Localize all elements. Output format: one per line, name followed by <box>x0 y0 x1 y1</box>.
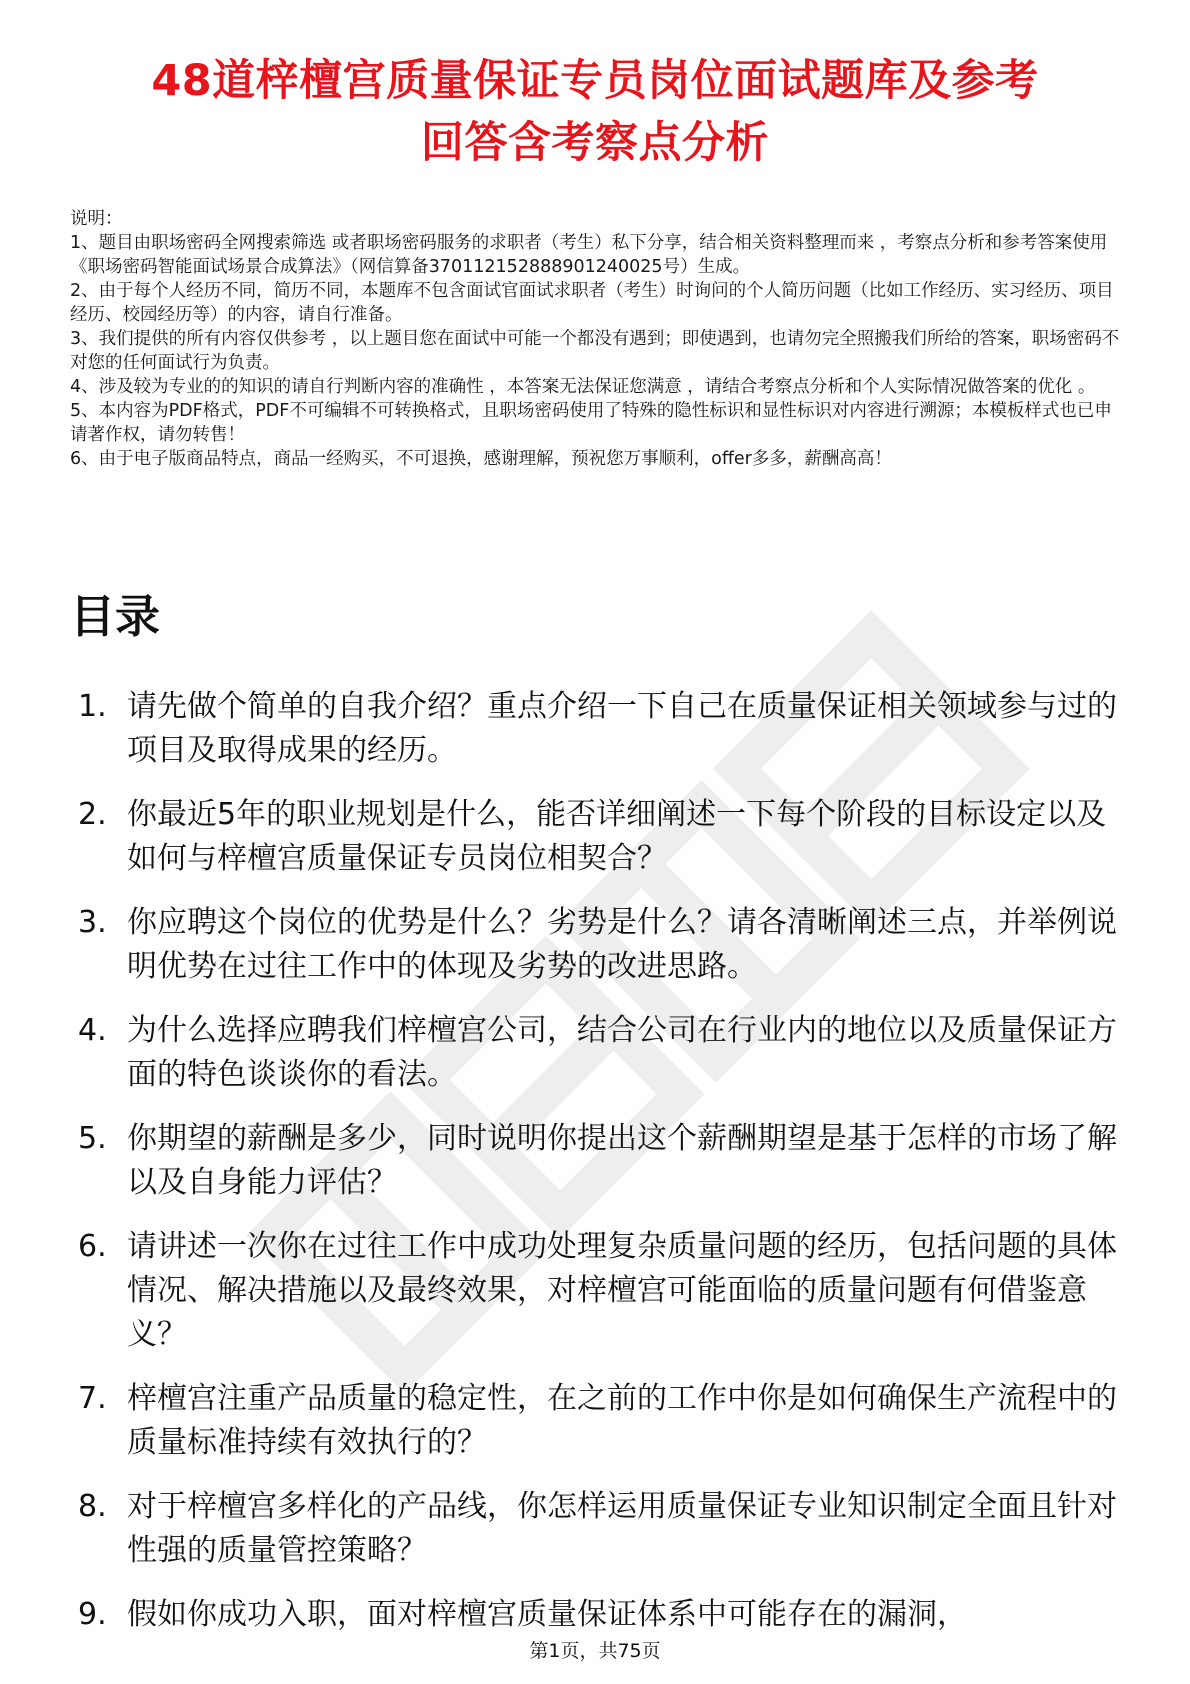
toc-item[interactable] <box>70 1485 1130 1573</box>
toc-item[interactable] <box>70 1377 1130 1465</box>
toc-item[interactable] <box>70 685 1130 773</box>
toc-item-number: 9. <box>78 1597 107 1632</box>
toc-item-number: 7. <box>78 1381 107 1416</box>
title-line-1: 48道梓檀宫质量保证专员岗位面试题库及参考 <box>151 56 1039 106</box>
notes-section <box>70 207 1125 471</box>
toc-item-text: 请先做个简单的自我介绍？重点介绍一下自己在质量保证相关领域参与过的项目及取得成果的经历。 <box>127 689 1117 768</box>
toc-list <box>70 685 1130 1657</box>
note-item-1: 1、题目由职场密码全网搜索筛选 或者职场密码服务的求职者（考生）私下分享，结合相关资料整理而来 ，考察点分析和参考答案使用《职场密码智能面试场景合成算法》（网信算备370112152888901240025号）生成。 <box>70 233 1108 277</box>
toc-item[interactable] <box>70 901 1130 989</box>
page-number: 第1页，共75页 <box>529 1640 661 1662</box>
toc-item[interactable] <box>70 1009 1130 1097</box>
toc-item-text: 假如你成功入职，面对梓檀宫质量保证体系中可能存在的漏洞， <box>127 1597 967 1632</box>
toc-item[interactable] <box>70 1593 1130 1637</box>
note-item-6: 6、由于电子版商品特点，商品一经购买，不可退换，感谢理解，预祝您万事顺利，offer多多，薪酬高高！ <box>70 449 892 469</box>
toc-item-text: 你期望的薪酬是多少，同时说明你提出这个薪酬期望是基于怎样的市场了解以及自身能力评估？ <box>127 1121 1117 1200</box>
toc-item-text: 你最近5年的职业规划是什么，能否详细阐述一下每个阶段的目标设定以及如何与梓檀宫质量保证专员岗位相契合？ <box>127 797 1107 876</box>
note-item-3: 3、我们提供的所有内容仅供参考 ，以上题目您在面试中可能一个都没有遇到；即使遇到，也请勿完全照搬我们所给的答案，职场密码不对您的任何面试行为负责。 <box>70 329 1120 373</box>
note-item-4: 4、涉及较为专业的的知识的请自行判断内容的准确性 ，本答案无法保证您满意 ，请结合考察点分析和个人实际情况做答案的优化 。 <box>70 377 1096 397</box>
toc-item-number: 8. <box>78 1489 107 1524</box>
toc-item-number: 4. <box>78 1013 107 1048</box>
note-item-5: 5、本内容为PDF格式，PDF不可编辑不可转换格式，且职场密码使用了特殊的隐性标识和显性标识对内容进行溯源；本模板样式也已申请著作权，请勿转售！ <box>70 401 1112 445</box>
toc-item[interactable] <box>70 1225 1130 1357</box>
toc-item[interactable] <box>70 1117 1130 1205</box>
toc-item-text: 梓檀宫注重产品质量的稳定性，在之前的工作中你是如何确保生产流程中的质量标准持续有效执行的？ <box>127 1381 1117 1460</box>
toc-item-number: 6. <box>78 1229 107 1264</box>
toc-item-text: 对于梓檀宫多样化的产品线，你怎样运用质量保证专业知识制定全面且针对性强的质量管控策略？ <box>127 1489 1117 1568</box>
notes-label: 说明： <box>70 209 123 229</box>
toc-item-number: 3. <box>78 905 107 940</box>
toc-item-number: 5. <box>78 1121 107 1156</box>
note-item-2: 2、由于每个人经历不同，简历不同，本题库不包含面试官面试求职者（考生）时询问的个人简历问题（比如工作经历、实习经历、项目经历、校园经历等）的内容，请自行准备。 <box>70 281 1114 325</box>
document-title <box>60 50 1130 174</box>
title-line-2: 回答含考察点分析 <box>421 118 769 168</box>
toc-heading: 目录 <box>70 590 161 643</box>
toc-item-text: 为什么选择应聘我们梓檀宫公司，结合公司在行业内的地位以及质量保证方面的特色谈谈你的看法。 <box>127 1013 1117 1092</box>
toc-item-number: 1. <box>78 689 107 724</box>
toc-item-text: 请讲述一次你在过往工作中成功处理复杂质量问题的经历，包括问题的具体情况、解决措施以及最终效果，对梓檀宫可能面临的质量问题有何借鉴意义？ <box>127 1229 1117 1352</box>
toc-item-text: 你应聘这个岗位的优势是什么？劣势是什么？请各清晰阐述三点，并举例说明优势在过往工作中的体现及劣势的改进思路。 <box>127 905 1117 984</box>
toc-item[interactable] <box>70 793 1130 881</box>
toc-item-number: 2. <box>78 797 107 832</box>
